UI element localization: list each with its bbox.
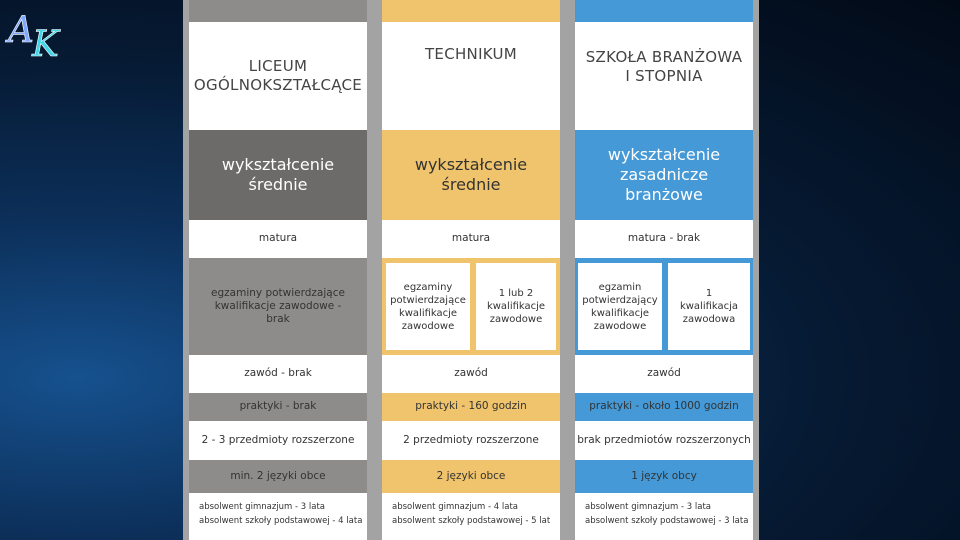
- logo-letter-k: K: [32, 24, 59, 60]
- practice-row: praktyki - brak: [189, 393, 367, 421]
- graduate-primary: absolwent szkoły podstawowej - 4 lata: [199, 516, 363, 526]
- column-title: TECHNIKUM: [382, 22, 560, 86]
- column-top-strip: [189, 0, 367, 22]
- graduate-gymnasium: absolwent gimnazjum - 4 lata: [392, 501, 519, 512]
- education-level: wykształcenie średnie: [382, 130, 560, 220]
- languages-row: min. 2 języki obce: [189, 460, 367, 493]
- graduate-primary: absolwent szkoły podstawowej - 3 lata: [585, 516, 749, 526]
- title-spacer: [382, 86, 560, 130]
- qualification-exam-row: egzaminy potwierdzające kwalifikacje zawodowe - brak: [189, 258, 367, 355]
- column-branzowa: [575, 0, 753, 540]
- school-comparison-board: [183, 0, 759, 540]
- ak-logo: [4, 2, 76, 60]
- education-level: wykształcenie zasadnicze branżowe: [575, 130, 753, 220]
- matura-row: matura: [189, 220, 367, 258]
- qualification-exam-box: egzaminy potwierdzające kwalifikacje zawodowe: [386, 263, 470, 350]
- profession-row: zawód: [575, 355, 753, 393]
- column-top-strip: [575, 0, 753, 22]
- column-technikum: [382, 0, 560, 540]
- qualification-exam-box: egzamin potwierdzający kwalifikacje zawodowe: [578, 263, 662, 350]
- duration-row: [575, 493, 753, 535]
- logo-letter-a: A: [8, 10, 34, 51]
- graduate-gymnasium: absolwent gimnazjum - 3 lata: [585, 501, 712, 512]
- qualification-count-box: 1 lub 2 kwalifikacje zawodowe: [476, 263, 556, 350]
- matura-row: matura - brak: [575, 220, 753, 258]
- column-top-strip: [382, 0, 560, 22]
- education-level: wykształcenie średnie: [189, 130, 367, 220]
- languages-row: 1 język obcy: [575, 460, 753, 493]
- duration-row: [189, 493, 367, 535]
- column-title: LICEUM OGÓLNOKSZTAŁCĄCE: [189, 22, 367, 130]
- extended-subjects-row: 2 przedmioty rozszerzone: [382, 421, 560, 460]
- qualification-count-box: 1 kwalifikacja zawodowa: [668, 263, 750, 350]
- duration-row: [382, 493, 560, 535]
- profession-row: zawód: [382, 355, 560, 393]
- qualification-area: [382, 258, 560, 355]
- graduate-primary: absolwent szkoły podstawowej - 5 lat: [392, 516, 551, 526]
- extended-subjects-row: 2 - 3 przedmioty rozszerzone: [189, 421, 367, 460]
- column-liceum: [189, 0, 367, 540]
- practice-row: praktyki - 160 godzin: [382, 393, 560, 421]
- profession-row: zawód - brak: [189, 355, 367, 393]
- practice-row: praktyki - około 1000 godzin: [575, 393, 753, 421]
- extended-subjects-row: brak przedmiotów rozszerzonych: [575, 421, 753, 460]
- qualification-area: [575, 258, 753, 355]
- languages-row: 2 języki obce: [382, 460, 560, 493]
- matura-row: matura: [382, 220, 560, 258]
- column-title: SZKOŁA BRANŻOWA I STOPNIA: [575, 22, 753, 112]
- title-spacer: [575, 112, 753, 130]
- graduate-gymnasium: absolwent gimnazjum - 3 lata: [199, 501, 326, 512]
